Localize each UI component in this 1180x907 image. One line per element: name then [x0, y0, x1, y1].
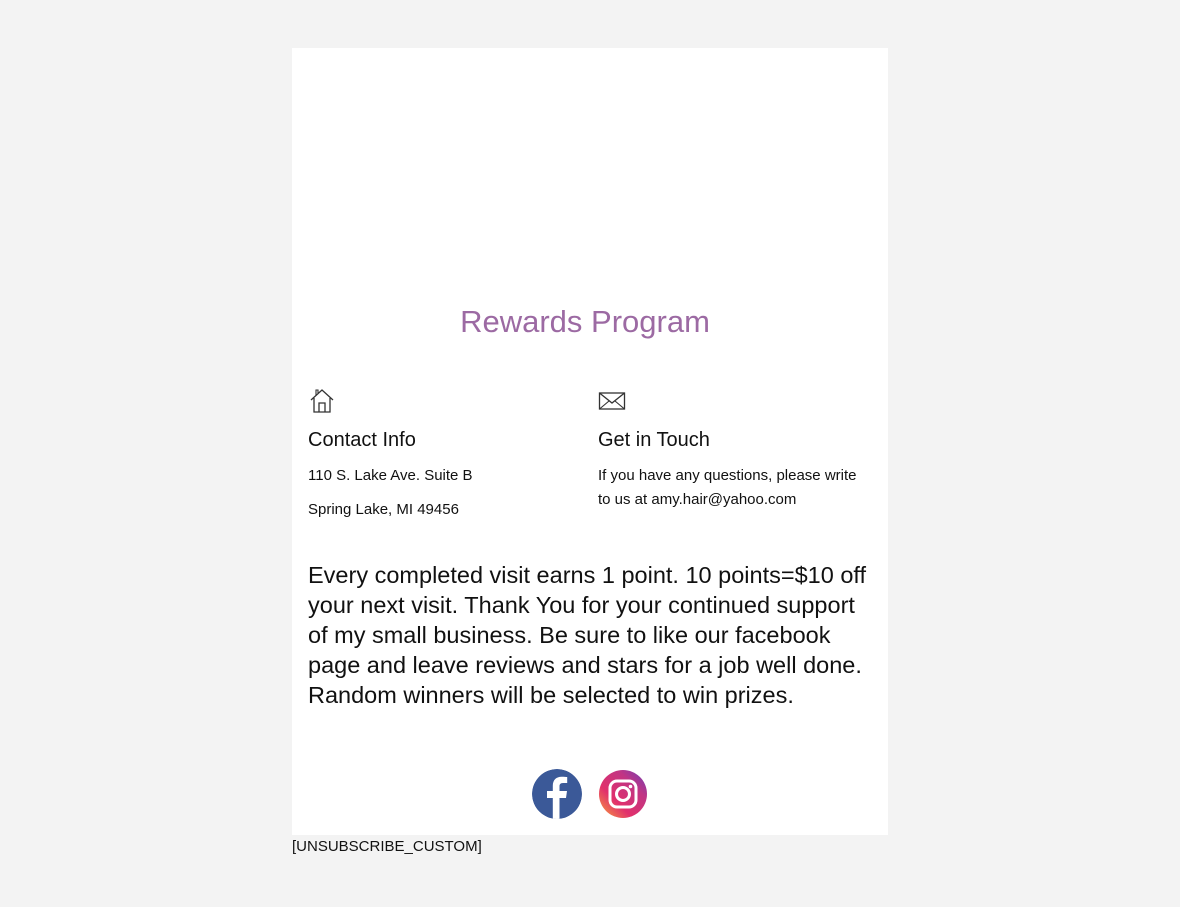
get-in-touch-heading: Get in Touch — [598, 429, 710, 451]
page-title: Rewards Program — [460, 304, 710, 339]
get-in-touch-text: If you have any questions, please write to us at amy.hair@yahoo.com — [598, 467, 857, 508]
facebook-icon[interactable] — [532, 769, 582, 819]
address-line-1: 110 S. Lake Ave. Suite B — [308, 467, 473, 484]
address-line-2: Spring Lake, MI 49456 — [308, 501, 459, 518]
envelope-icon — [598, 388, 626, 414]
instagram-icon[interactable] — [598, 769, 648, 819]
house-icon — [308, 388, 336, 414]
email-card — [292, 48, 888, 835]
contact-info-section — [308, 388, 578, 522]
get-in-touch-section — [598, 388, 868, 512]
social-links — [532, 769, 648, 819]
contact-info-heading: Contact Info — [308, 429, 416, 451]
banner-area — [292, 48, 888, 288]
rewards-description: Every completed visit earns 1 point. 10 points=$10 off your next visit. Thank You for your continued support of my small business. Be sure to like our facebook page and leave reviews and stars for a job well done. Random winners will be selected to win prizes. — [308, 562, 867, 708]
unsubscribe-placeholder[interactable]: [UNSUBSCRIBE_CUSTOM] — [292, 838, 482, 855]
